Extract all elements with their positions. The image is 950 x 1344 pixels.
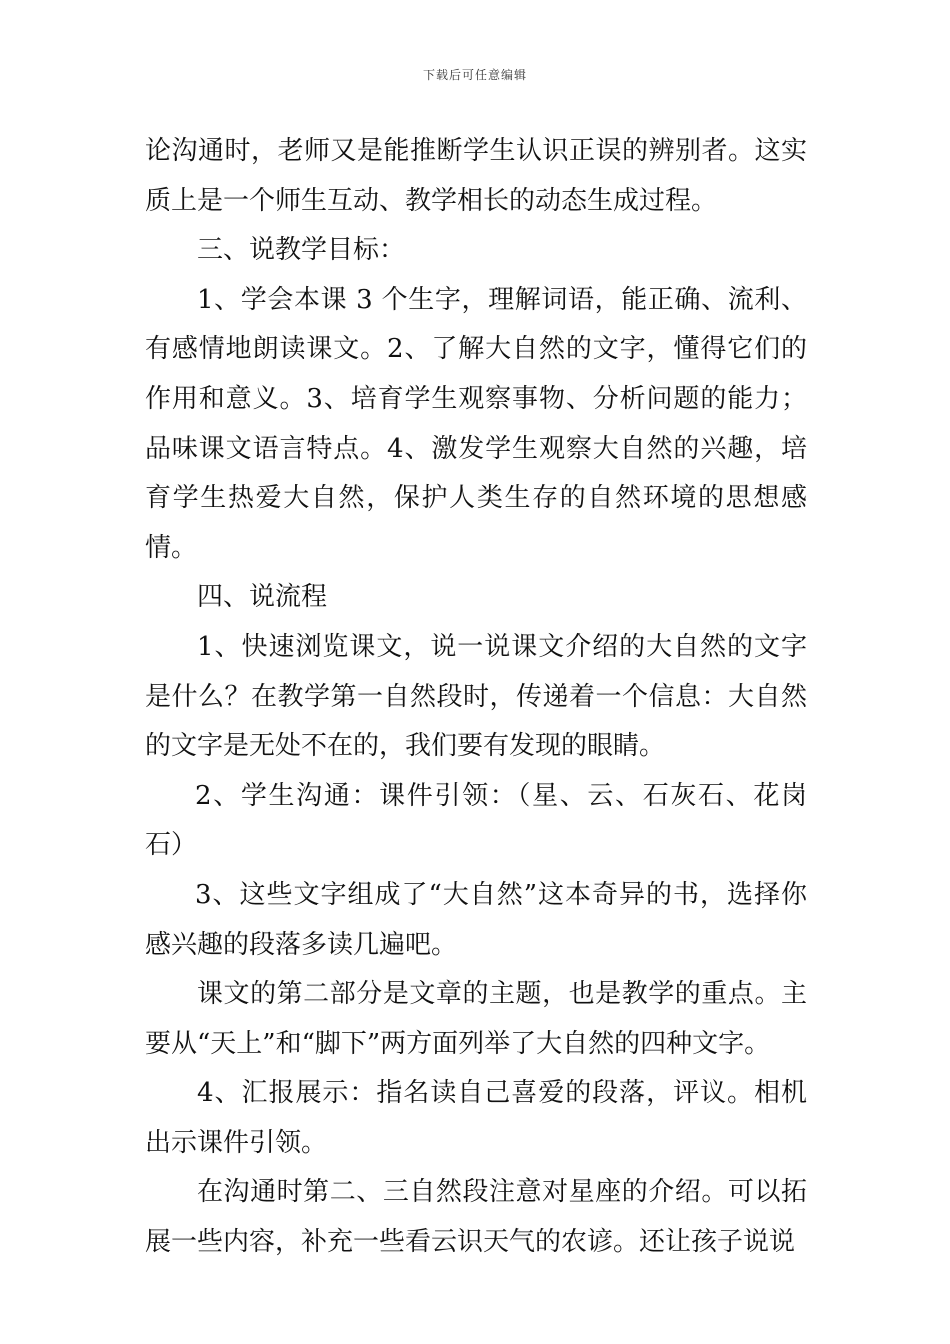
section-heading-process: 四、说流程: [197, 582, 328, 613]
section-heading-objectives: 三、说教学目标：: [197, 235, 406, 266]
page-header: 下载后可任意编辑: [422, 68, 527, 82]
paragraph-part-two: 课文的第二部分是文章的主题，也是教学的重点。主要从“天上”和“脚下”两方面列举了大自然的四种文字。: [145, 979, 807, 1059]
paragraph-step-2: 2、学生沟通：课件引领：（星、云、石灰石、花岗石）: [145, 780, 807, 861]
paragraph-step-3: 3、这些文字组成了“大自然”这本奇异的书，选择你感兴趣的段落多读几遍吧。: [145, 879, 807, 960]
paragraph-step-1: 1、快速浏览课文，说一说课文介绍的大自然的文字是什么？在教学第一自然段时，传递着一个信息：大自然的文字是无处不在的，我们要有发现的眼睛。: [145, 631, 807, 762]
paragraph-1: 论沟通时，老师又是能推断学生认识正误的辨别者。这实质上是一个师生互动、教学相长的动态生成过程。: [145, 136, 807, 216]
document-body: [145, 127, 807, 1268]
paragraph-objectives: 1、学会本课 3 个生字，理解词语，能正确、流利、有感情地朗读课文。2、了解大自然的文字，懂得它们的作用和意义。3、培育学生观察事物、分析问题的能力；品味课文语言特点。4、激发学生观察大自然的兴趣，培育学生热爱大自然，保护人类生存的自然环境的思想感情。: [145, 284, 807, 563]
paragraph-communication: 在沟通时第二、三自然段注意对星座的介绍。可以拓展一些内容，补充一些看云识天气的农谚。还让孩子说说: [145, 1177, 807, 1258]
paragraph-step-4: 4、汇报展示：指名读自己喜爱的段落，评议。相机出示课件引领。: [145, 1078, 807, 1158]
